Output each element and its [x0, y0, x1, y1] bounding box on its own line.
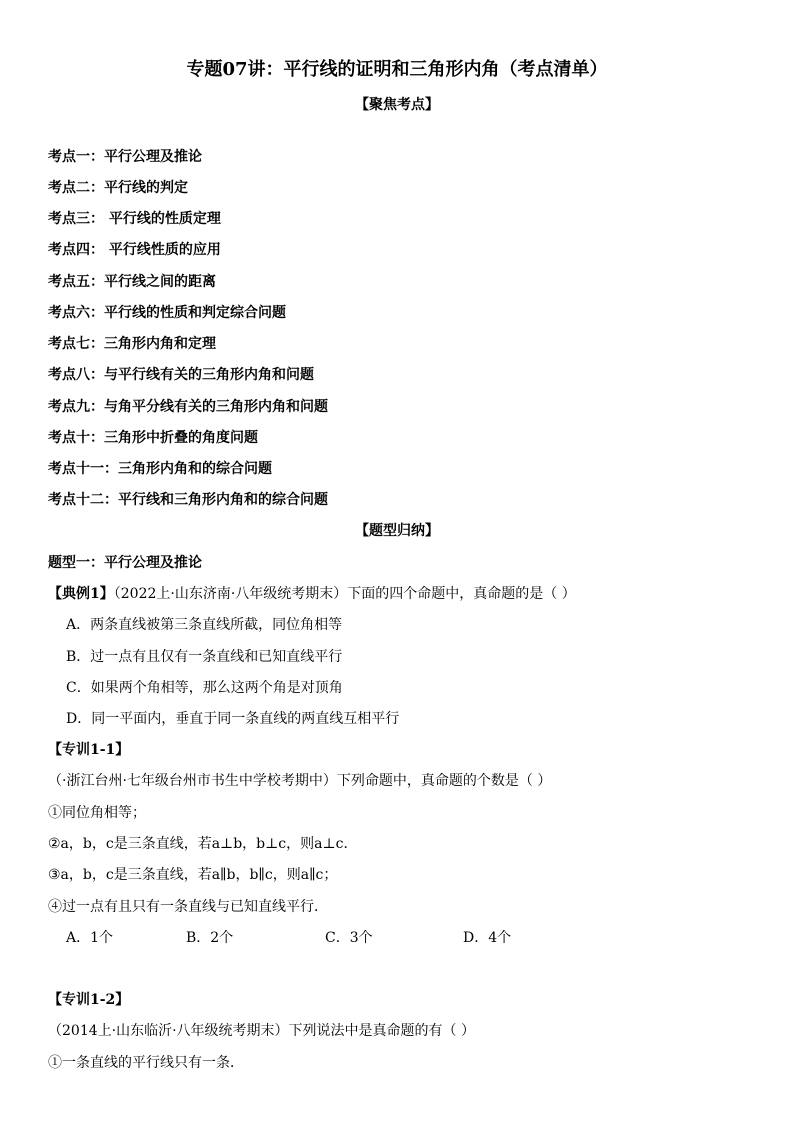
point-item: 考点九：与角平分线有关的三角形内角和问题 [48, 399, 328, 415]
point-item: 考点五：平行线之间的距离 [48, 274, 216, 290]
choice-d: D．4个 [463, 930, 512, 946]
point-item: 考点一：平行公理及推论 [48, 149, 202, 165]
example-1-question: （2022上·山东济南·八年级统考期末）下面的四个命题中，真命题的是（ ） [113, 586, 576, 602]
drill-1-1-item: ③a，b，c是三条直线，若a∥b，b∥c，则a∥c； [48, 867, 338, 883]
point-item: 考点六：平行线的性质和判定综合问题 [48, 305, 286, 321]
drill-1-1-stem: （·浙江台州·七年级台州市书生中学校考期中）下列命题中，真命题的个数是（ ） [48, 773, 552, 789]
point-item: 考点四： 平行线性质的应用 [48, 242, 221, 258]
option-a: A．两条直线被第三条直线所截，同位角相等 [66, 617, 343, 633]
focus-heading: 【聚焦考点】 [355, 97, 439, 113]
option-d: D．同一平面内，垂直于同一条直线的两直线互相平行 [66, 711, 400, 727]
drill-1-2-stem: （2014上·山东临沂·八年级统考期末）下列说法中是真命题的有（ ） [48, 1023, 475, 1039]
point-item: 考点十二：平行线和三角形内角和的综合问题 [48, 492, 328, 508]
point-item: 考点十：三角形中折叠的角度问题 [48, 430, 258, 446]
drill-1-1-item: ①同位角相等； [48, 805, 146, 821]
drill-1-1-label: 【专训1-1】 [48, 742, 130, 758]
point-item: 考点十一：三角形内角和的综合问题 [48, 461, 272, 477]
choice-b: B．2个 [186, 930, 234, 946]
drill-1-1-item: ④过一点有且只有一条直线与已知直线平行． [48, 899, 328, 915]
option-b: B．过一点有且仅有一条直线和已知直线平行 [66, 649, 343, 665]
choice-c: C．3个 [325, 930, 373, 946]
drill-1-2-label: 【专训1-2】 [48, 992, 130, 1008]
point-item: 考点二：平行线的判定 [48, 180, 188, 196]
drill-1-1-item: ②a，b，c是三条直线，若a⊥b，b⊥c，则a⊥c． [48, 836, 358, 852]
point-item: 考点八：与平行线有关的三角形内角和问题 [48, 367, 314, 383]
point-item: 考点三： 平行线的性质定理 [48, 211, 221, 227]
example-1-stem [48, 584, 576, 604]
summary-heading: 【题型归纳】 [355, 523, 439, 539]
page-title: 专题07讲：平行线的证明和三角形内角（考点清单） [186, 59, 608, 80]
choice-a: A．1个 [66, 930, 114, 946]
example-1-label: 【典例1】 [48, 586, 114, 602]
question-type-heading: 题型一：平行公理及推论 [48, 555, 202, 571]
drill-1-2-item: ①一条直线的平行线只有一条． [48, 1055, 244, 1071]
point-item: 考点七：三角形内角和定理 [48, 336, 216, 352]
option-c: C．如果两个角相等，那么这两个角是对顶角 [66, 680, 343, 696]
